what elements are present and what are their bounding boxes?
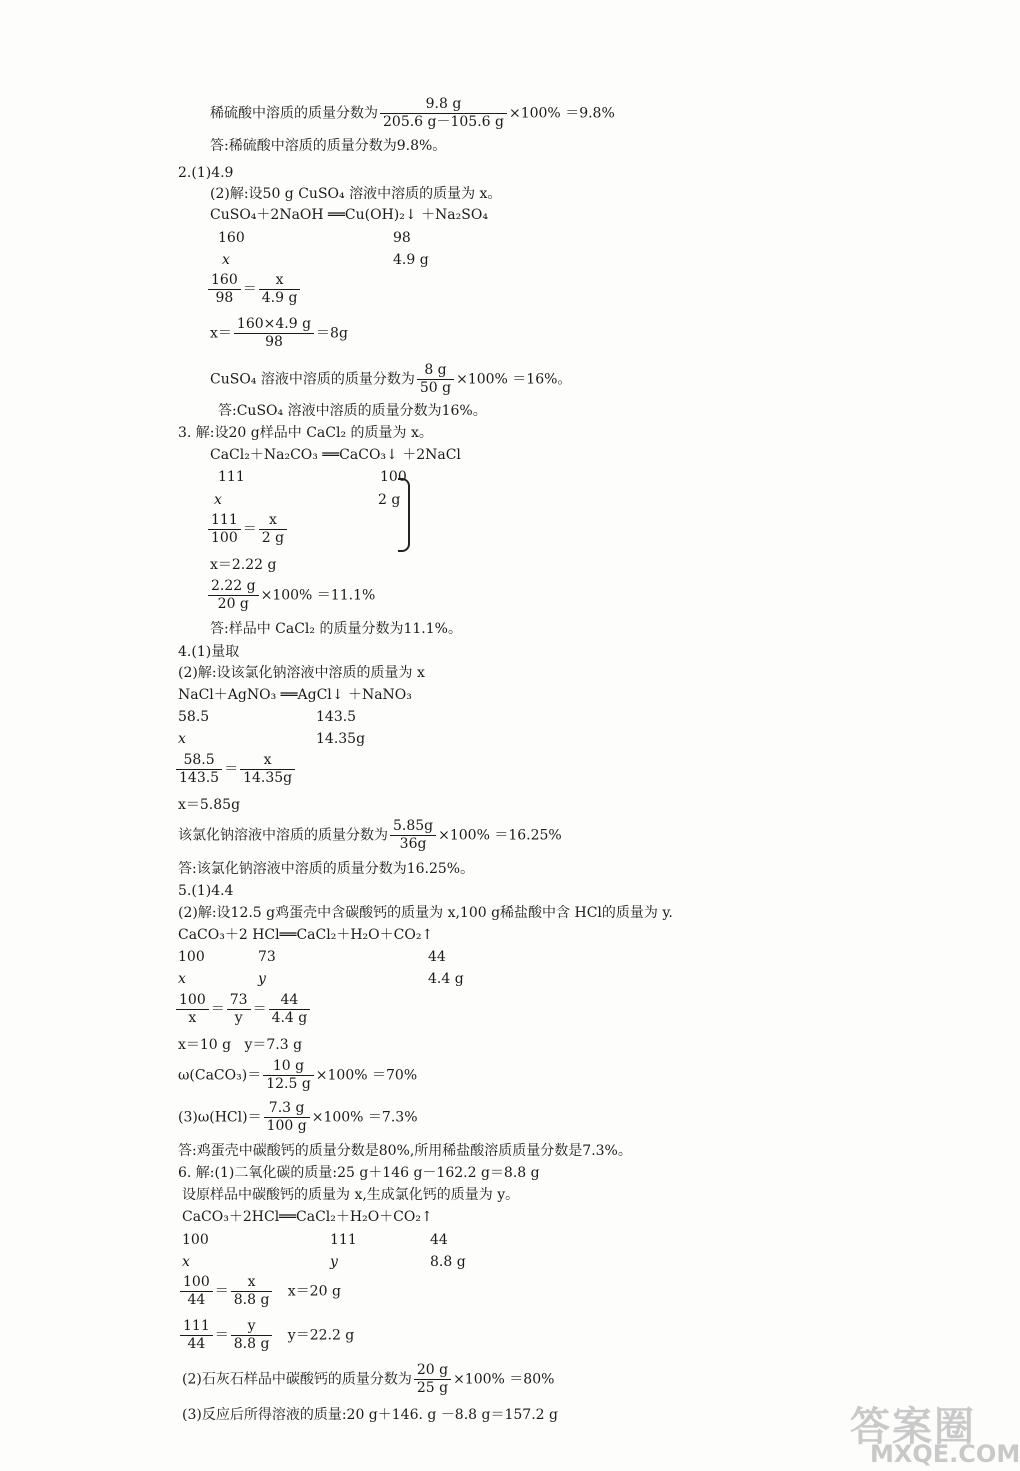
- text: ×100% ＝7.3%: [311, 1109, 418, 1126]
- fraction: [240, 752, 295, 787]
- q4-mass1: 58.5: [178, 709, 210, 725]
- fraction: [180, 1318, 213, 1353]
- text: (2)石灰石样品中碳酸钙的质量分数为: [182, 1371, 412, 1388]
- text: ×100% ＝80%: [453, 1371, 555, 1388]
- denominator: 98: [265, 334, 283, 350]
- denominator: 4.4 g: [271, 1010, 308, 1026]
- fraction: [231, 1274, 273, 1309]
- numerator: 160×4.9 g: [234, 316, 314, 334]
- text: ×100% ＝16%。: [456, 371, 572, 388]
- fraction: [234, 316, 314, 351]
- denominator: 36g: [399, 836, 427, 852]
- numerator: x: [259, 272, 301, 290]
- q5-equation: CaCO₃＋2 HCl══CaCl₂＋H₂O＋CO₂↑: [178, 927, 434, 943]
- denominator: 8.8 g: [233, 1336, 270, 1352]
- q6-var1: x: [182, 1254, 190, 1270]
- text: ×100% ＝16.25%: [438, 827, 562, 844]
- numerator: 7.3 g: [264, 1100, 310, 1118]
- fraction: [208, 578, 259, 613]
- q2-equation: CuSO₄＋2NaOH ══Cu(OH)₂↓ ＋Na₂SO₄: [210, 207, 488, 223]
- text: CuSO₄ 溶液中溶质的质量分数为: [210, 371, 415, 388]
- denominator: y: [234, 1010, 243, 1026]
- q5-mass2: 73: [258, 949, 276, 965]
- numerator: x: [231, 1274, 273, 1292]
- q2-ratio: $\frac{160}{98}$ ＝ $\frac{x}{4.9 g}$: [206, 272, 302, 307]
- watermark-logo: 答案圈: [850, 1404, 976, 1450]
- numerator: 5.85g: [390, 818, 436, 836]
- q2-var2: 4.9 g: [393, 252, 429, 268]
- denominator: 2 g: [261, 530, 285, 546]
- denominator: 100: [211, 530, 238, 546]
- denominator: 12.5 g: [266, 1076, 311, 1092]
- answer-1: 答:稀硫酸中溶质的质量分数为9.8%。: [210, 138, 447, 154]
- fraction: [259, 512, 287, 547]
- q2-solve: (2)解:设50 g CuSO₄ 溶液中溶质的质量为 x。: [210, 186, 502, 202]
- q6-mass1: 100: [182, 1232, 209, 1248]
- q4-result: x＝5.85g: [178, 797, 241, 813]
- fraction: [264, 1100, 310, 1135]
- numerator: 111: [180, 1318, 213, 1336]
- answer-2: 答:CuSO₄ 溶液中溶质的质量分数为16%。: [218, 403, 487, 419]
- numerator: 160: [208, 272, 241, 290]
- text: ＝8g: [316, 325, 348, 342]
- q5-solve: (2)解:设12.5 g鸡蛋壳中含碳酸钙的质量为 x,100 g稀盐酸中含 HCl的质量为 y.: [178, 905, 673, 921]
- numerator: 111: [208, 512, 241, 530]
- denominator: 44: [187, 1336, 206, 1352]
- text: ×100% ＝70%: [315, 1067, 418, 1084]
- answer-3: 答:样品中 CaCl₂ 的质量分数为11.1%。: [210, 621, 462, 637]
- q6-part3: (3)反应后所得溶液的质量:20 g＋146. g －8.8 g＝157.2 g: [182, 1407, 558, 1423]
- denominator: 14.35g: [243, 770, 293, 786]
- q4-var2: 14.35g: [316, 731, 366, 747]
- q6-mass2: 111: [330, 1232, 357, 1248]
- q4-solve: (2)解:设该氯化钠溶液中溶质的质量为 x: [178, 665, 425, 681]
- text: 稀硫酸中溶质的质量分数为: [210, 105, 378, 122]
- text: ×100% ＝9.8%: [508, 105, 615, 122]
- q2-calc: [210, 316, 348, 351]
- q4-ratio: $\frac{58.5}{143.5}$ ＝ $\frac{x}{14.35g}$: [174, 752, 297, 787]
- denominator: 98: [215, 290, 234, 306]
- text: ×100% ＝11.1%: [260, 587, 376, 604]
- q6-solve: 设原样品中碳酸钙的质量为 x,生成氯化钙的质量为 y。: [182, 1187, 520, 1203]
- numerator: 9.8 g: [380, 96, 507, 114]
- fraction: [231, 1318, 273, 1353]
- brace: [398, 478, 410, 552]
- q3-equation: CaCl₂＋Na₂CO₃ ══CaCO₃↓ ＋2NaCl: [210, 447, 461, 463]
- text: (3)ω(HCl)＝: [178, 1109, 262, 1126]
- q5-result: x＝10 g y＝7.3 g: [178, 1037, 303, 1053]
- q4-part1: 4.(1)量取: [178, 644, 240, 660]
- q5-mass3: 44: [428, 949, 446, 965]
- numerator: 100: [176, 992, 209, 1010]
- q3-ratio: $\frac{111}{100}$ ＝ $\frac{x}{2 g}$: [206, 512, 289, 547]
- numerator: y: [231, 1318, 273, 1336]
- numerator: 20 g: [414, 1362, 451, 1380]
- q6-ratio1: $\frac{100}{44}$ ＝ $\frac{x}{8.8 g}$ x＝20 g: [178, 1274, 341, 1309]
- q5-var1: x: [178, 971, 186, 987]
- q2-mass1: 160: [218, 230, 245, 246]
- q4-equation: NaCl＋AgNO₃ ══AgCl↓ ＋NaNO₃: [178, 687, 412, 703]
- fraction: [227, 992, 251, 1027]
- fraction: [417, 362, 454, 397]
- answer-5: 答:鸡蛋壳中碳酸钙的质量分数是80%,所用稀盐酸溶质质量分数是7.3%。: [178, 1143, 632, 1159]
- sulfuric-fraction-line: [210, 96, 615, 131]
- numerator: x: [240, 752, 295, 770]
- numerator: 100: [180, 1274, 213, 1292]
- q3-var1: x: [214, 492, 222, 508]
- fraction: [180, 1274, 213, 1309]
- fraction: [176, 752, 222, 787]
- q2-part1: 2.(1)4.9: [178, 165, 234, 181]
- watermark-url: MXQE.COM: [870, 1440, 1020, 1468]
- q2-mass2: 98: [393, 230, 411, 246]
- text: y＝22.2 g: [287, 1327, 355, 1344]
- q6-var2: y: [330, 1254, 338, 1270]
- q6-part1: 6. 解:(1)二氧化碳的质量:25 g＋146 g－162.2 g＝8.8 g: [178, 1165, 540, 1181]
- q6-part2-line: [182, 1362, 554, 1397]
- denominator: 44: [187, 1292, 206, 1308]
- denominator: 8.8 g: [233, 1292, 270, 1308]
- q2-var1: x: [222, 252, 230, 268]
- fraction: [390, 818, 436, 853]
- numerator: 44: [269, 992, 311, 1010]
- q5-part1: 5.(1)4.4: [178, 883, 234, 899]
- q3-var2: 2 g: [378, 492, 401, 508]
- q5-ratio: $\frac{100}{x}$ ＝ $\frac{73}{y}$ ＝ $\frac{44}{4.4 g}$: [174, 992, 312, 1027]
- q5-var2: y: [258, 971, 266, 987]
- q6-var3: 8.8 g: [430, 1254, 466, 1270]
- q5-var3: 4.4 g: [428, 971, 464, 987]
- numerator: 73: [227, 992, 251, 1010]
- fraction: [414, 1362, 451, 1397]
- denominator: 50 g: [419, 380, 452, 396]
- denominator: 143.5: [179, 770, 220, 786]
- denominator: 20 g: [217, 596, 249, 612]
- q3-result: x＝2.22 g: [210, 557, 277, 573]
- q4-var1: x: [178, 731, 186, 747]
- q5-w1-line: [178, 1058, 417, 1093]
- q3-mass2: 100: [380, 469, 407, 485]
- q6-mass3: 44: [430, 1232, 448, 1248]
- q6-equation: CaCO₃＋2HCl══CaCl₂＋H₂O＋CO₂↑: [182, 1209, 433, 1225]
- numerator: 58.5: [176, 752, 222, 770]
- numerator: 10 g: [263, 1058, 314, 1076]
- q4-fraction-line: [178, 818, 562, 853]
- numerator: x: [259, 512, 287, 530]
- fraction: [176, 992, 209, 1027]
- fraction: [208, 272, 241, 307]
- denominator: x: [188, 1010, 197, 1026]
- answer-4: 答:该氯化钠溶液中溶质的质量分数为16.25%。: [178, 861, 475, 877]
- text: 该氯化钠溶液中溶质的质量分数为: [178, 827, 388, 844]
- fraction: [380, 96, 507, 131]
- fraction: [263, 1058, 314, 1093]
- q6-ratio2: $\frac{111}{44}$ ＝ $\frac{y}{8.8 g}$ y＝22.2 g: [178, 1318, 354, 1353]
- denominator: 100 g: [266, 1118, 307, 1134]
- q3-solve: 3. 解:设20 g样品中 CaCl₂ 的质量为 x。: [178, 425, 433, 441]
- q3-fraction-line: [206, 578, 375, 613]
- text: x＝: [210, 325, 232, 342]
- text: x＝20 g: [287, 1283, 341, 1300]
- q2-fraction-line: [210, 362, 571, 397]
- q3-mass1: 111: [218, 469, 245, 485]
- denominator: 205.6 g－105.6 g: [383, 114, 504, 130]
- numerator: 2.22 g: [208, 578, 259, 596]
- fraction: [269, 992, 311, 1027]
- q5-w2-line: [178, 1100, 418, 1135]
- fraction: [208, 512, 241, 547]
- fraction: [259, 272, 301, 307]
- text: ω(CaCO₃)＝: [178, 1067, 262, 1084]
- denominator: 4.9 g: [261, 290, 298, 306]
- q5-mass1: 100: [178, 949, 205, 965]
- numerator: 8 g: [417, 362, 454, 380]
- denominator: 25 g: [416, 1380, 449, 1396]
- q4-mass2: 143.5: [316, 709, 357, 725]
